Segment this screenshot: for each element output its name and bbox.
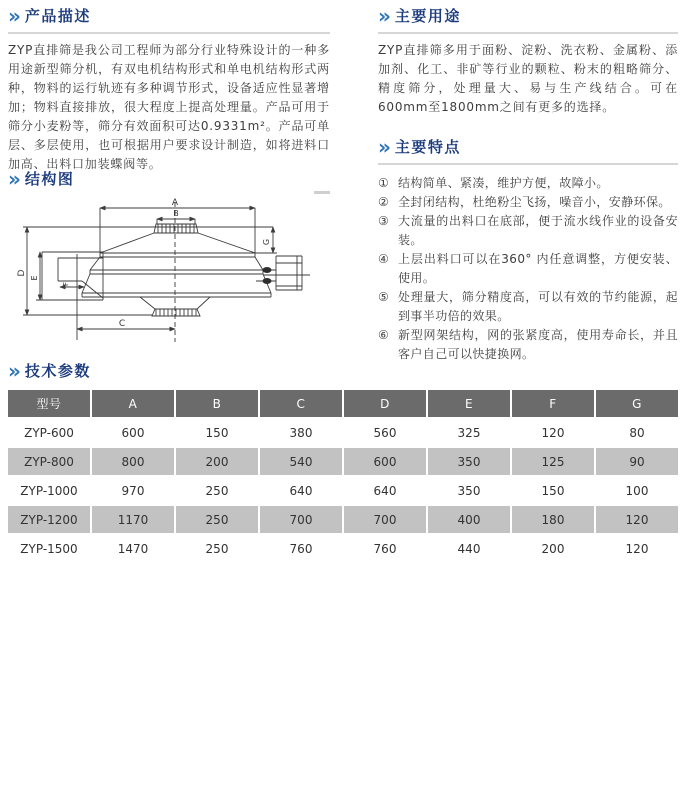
list-item <box>378 193 678 212</box>
list-item <box>378 212 678 250</box>
list-item <box>378 288 678 326</box>
table-cell: 800 <box>92 448 174 475</box>
table-cell: ZYP-1000 <box>8 477 90 504</box>
item-text: 全封闭结构，杜绝粉尘飞扬，噪音小，安静环保。 <box>398 195 671 209</box>
table-cell: 150 <box>512 477 594 504</box>
table-cell: 150 <box>176 419 258 446</box>
double-chevron-icon: » <box>8 358 18 383</box>
item-text: 处理量大，筛分精度高，可以有效的节约能源，起到事半功倍的效果。 <box>398 290 678 323</box>
section-tech-params <box>8 360 678 562</box>
tech-params-table <box>8 390 678 562</box>
table-cell: 700 <box>260 506 342 533</box>
bolt-icon <box>263 278 272 284</box>
table-cell: 120 <box>512 419 594 446</box>
table-cell: 200 <box>512 535 594 562</box>
table-cell: 700 <box>344 506 426 533</box>
item-number: ② <box>378 195 389 209</box>
table-cell: 600 <box>92 419 174 446</box>
table-cell: 760 <box>260 535 342 562</box>
table-cell: 350 <box>428 448 510 475</box>
column-header: F <box>512 390 594 417</box>
table-cell: 120 <box>596 506 678 533</box>
double-chevron-icon: » <box>8 166 18 191</box>
structure-diagram-header <box>8 168 330 189</box>
table-cell: 640 <box>260 477 342 504</box>
dim-label-c: C <box>118 319 126 329</box>
dim-label-f: F <box>62 281 70 287</box>
column-header: G <box>596 390 678 417</box>
tech-params-header <box>8 360 678 381</box>
structure-diagram-title: 结构图 <box>24 170 75 188</box>
table-cell: 325 <box>428 419 510 446</box>
table-cell: 250 <box>176 477 258 504</box>
dim-label-b: B <box>173 209 179 218</box>
item-number: ③ <box>378 214 389 228</box>
product-description-header <box>8 5 330 34</box>
double-chevron-icon: » <box>378 3 388 28</box>
structure-diagram <box>10 190 340 362</box>
double-chevron-icon: » <box>8 3 18 28</box>
table-cell: ZYP-1500 <box>8 535 90 562</box>
item-number: ① <box>378 176 389 190</box>
features-title: 主要特点 <box>394 138 461 156</box>
column-header: D <box>344 390 426 417</box>
table-cell: 560 <box>344 419 426 446</box>
item-number: ⑥ <box>378 328 389 342</box>
item-number: ④ <box>378 252 389 266</box>
item-text: 新型网架结构，网的张紧度高，使用寿命长，并且客户自己可以快捷换网。 <box>398 328 678 361</box>
tech-params-title: 技术参数 <box>24 362 91 380</box>
item-text: 上层出料口可以在360° 内任意调整，方便安装、使用。 <box>398 252 678 285</box>
double-chevron-icon: » <box>378 134 388 159</box>
dim-label-a: A <box>171 198 179 208</box>
table-cell: 380 <box>260 419 342 446</box>
column-header: E <box>428 390 510 417</box>
list-item <box>378 326 678 364</box>
main-use-title: 主要用途 <box>394 7 461 25</box>
item-text: 结构简单、紧凑，维护方便，故障小。 <box>398 176 609 190</box>
table-cell: 180 <box>512 506 594 533</box>
table-cell: 250 <box>176 506 258 533</box>
table-cell: ZYP-1200 <box>8 506 90 533</box>
column-header: A <box>92 390 174 417</box>
table-cell: 400 <box>428 506 510 533</box>
table-cell: 350 <box>428 477 510 504</box>
table-cell: 760 <box>344 535 426 562</box>
dim-label-e: E <box>30 275 39 281</box>
dim-label-d: D <box>17 269 27 277</box>
table-cell: 80 <box>596 419 678 446</box>
table-cell: 1470 <box>92 535 174 562</box>
dim-label-g: G <box>262 238 271 246</box>
section-features <box>378 136 678 364</box>
column-header: B <box>176 390 258 417</box>
table-cell: ZYP-600 <box>8 419 90 446</box>
table-cell: 100 <box>596 477 678 504</box>
bolt-icon <box>263 267 272 273</box>
item-number: ⑤ <box>378 290 389 304</box>
table-cell: 250 <box>176 535 258 562</box>
features-list <box>378 174 678 364</box>
table-cell: 540 <box>260 448 342 475</box>
table-cell: 970 <box>92 477 174 504</box>
section-product-description <box>8 5 330 174</box>
features-header <box>378 136 678 165</box>
main-use-header <box>378 5 678 34</box>
item-text: 大流量的出料口在底部，便于流水线作业的设备安装。 <box>398 214 678 247</box>
column-header: C <box>260 390 342 417</box>
product-description-title: 产品描述 <box>24 7 91 25</box>
table-cell: 1170 <box>92 506 174 533</box>
table-cell: 120 <box>596 535 678 562</box>
product-description-text: ZYP直排筛是我公司工程师为部分行业特殊设计的一种多用途新型筛分机，有双电机结构形式和单电机结构形式两种，物料的运行轨迹有多种调节形式，设备适应性显著增加；物料直接排放，很大程度上提高处理量。产品可用于筛分小麦粉等，筛分有效面积可达0.9331m²。产品可单层、多层使用，也可根据用户要求设计制造，如将进料口加高、出料口加装蝶阀等。 <box>8 43 330 171</box>
section-structure-diagram <box>8 168 330 189</box>
table-cell: 90 <box>596 448 678 475</box>
table-cell: 200 <box>176 448 258 475</box>
column-header: 型号 <box>8 390 90 417</box>
table-cell: ZYP-800 <box>8 448 90 475</box>
list-item <box>378 250 678 288</box>
list-item <box>378 174 678 193</box>
table-cell: 125 <box>512 448 594 475</box>
table-cell: 600 <box>344 448 426 475</box>
main-use-text: ZYP直排筛多用于面粉、淀粉、洗衣粉、金属粉、添加剂、化工、非矿等行业的颗粒、粉末的粗略筛分、精度筛分，处理量大、易与生产线结合。可在600mm至1800mm之间有更多的选择。 <box>378 43 678 114</box>
table-cell: 640 <box>344 477 426 504</box>
table-cell: 440 <box>428 535 510 562</box>
section-main-use <box>378 5 678 117</box>
